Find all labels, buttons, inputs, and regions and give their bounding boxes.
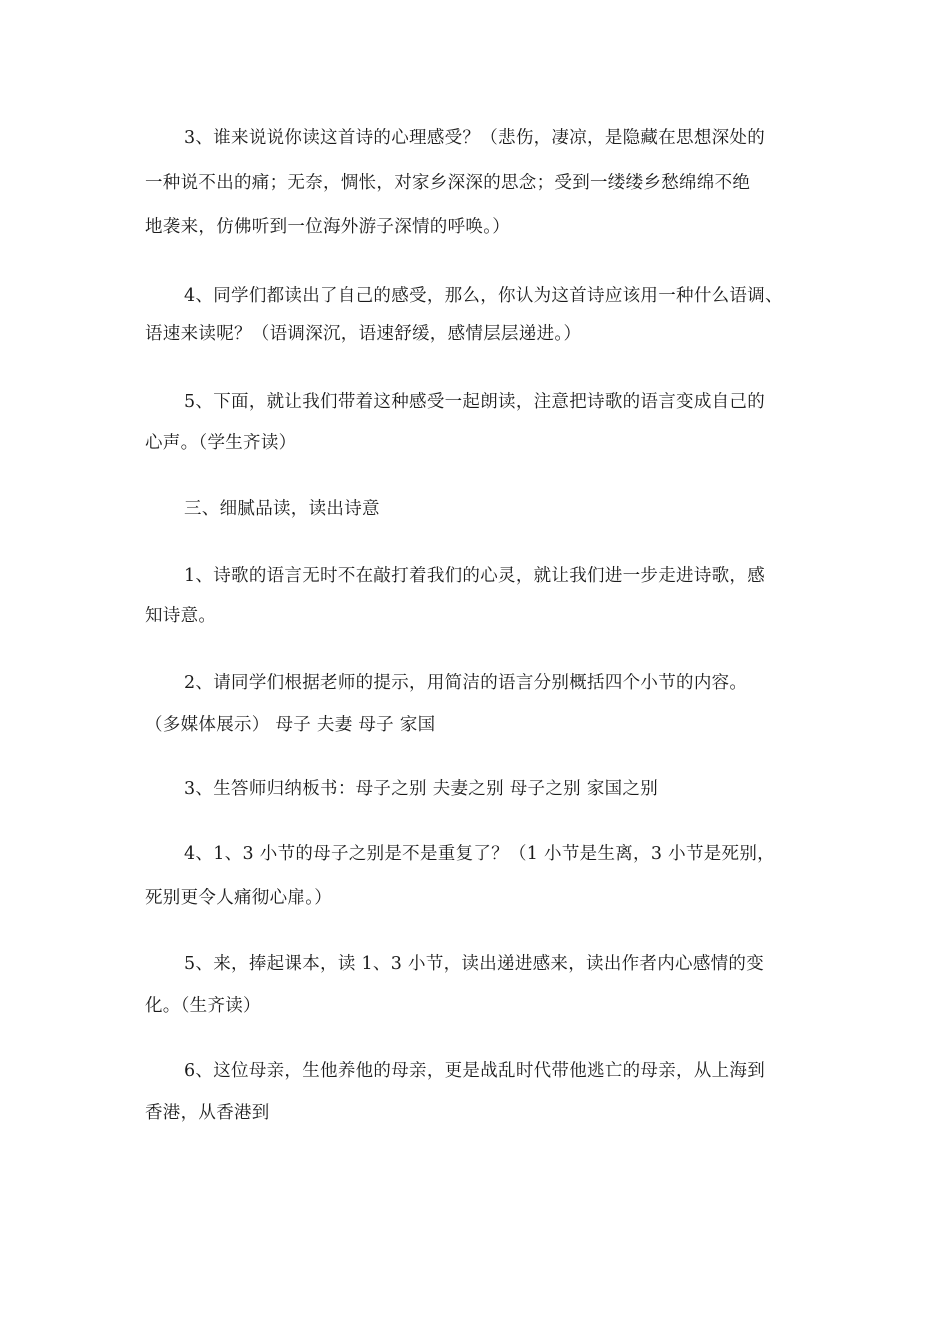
item-6-line-2: 香港，从香港到 xyxy=(145,1103,270,1123)
paragraph-4-line-2: 语速来读呢？（语调深沉，语速舒缓，感情层层递进。） xyxy=(145,324,582,344)
paragraph-5-line-2: 心声。（学生齐读） xyxy=(145,433,297,453)
section-heading: 三、细腻品读，读出诗意 xyxy=(184,499,380,519)
paragraph-3-line-2: 一种说不出的痛；无奈，惆怅，对家乡深深的思念；受到一缕缕乡愁绵绵不绝 xyxy=(145,173,751,193)
item-6-line-1: 6、这位母亲，生他养他的母亲，更是战乱时代带他逃亡的母亲，从上海到 xyxy=(184,1061,766,1081)
item-1-line-2: 知诗意。 xyxy=(145,606,217,626)
item-2-line-1: 2、请同学们根据老师的提示，用简洁的语言分别概括四个小节的内容。 xyxy=(184,673,748,693)
item-2-line-2: （多媒体展示） 母子 夫妻 母子 家国 xyxy=(145,715,436,735)
item-5-line-1: 5、来，捧起课本，读 1、3 小节，读出递进感来，读出作者内心感情的变 xyxy=(184,954,765,974)
item-3-line-1: 3、生答师归纳板书：母子之别 夫妻之别 母子之别 家国之别 xyxy=(184,779,659,799)
paragraph-4-line-1: 4、同学们都读出了自己的感受，那么，你认为这首诗应该用一种什么语调、 xyxy=(184,286,783,306)
paragraph-5-line-1: 5、下面，就让我们带着这种感受一起朗读，注意把诗歌的语言变成自己的 xyxy=(184,392,766,412)
item-5-line-2: 化。（生齐读） xyxy=(145,996,261,1016)
item-4-line-2: 死别更令人痛彻心扉。） xyxy=(145,888,333,908)
paragraph-3-line-3: 地袭来，仿佛听到一位海外游子深情的呼唤。） xyxy=(145,217,511,237)
item-1-line-1: 1、诗歌的语言无时不在敲打着我们的心灵，就让我们进一步走进诗歌，感 xyxy=(184,566,766,586)
paragraph-3-line-1: 3、谁来说说你读这首诗的心理感受？（悲伤，凄凉，是隐藏在思想深处的 xyxy=(184,128,766,148)
item-4-line-1: 4、1、3 小节的母子之别是不是重复了？（1 小节是生离，3 小节是死别， xyxy=(184,844,775,864)
